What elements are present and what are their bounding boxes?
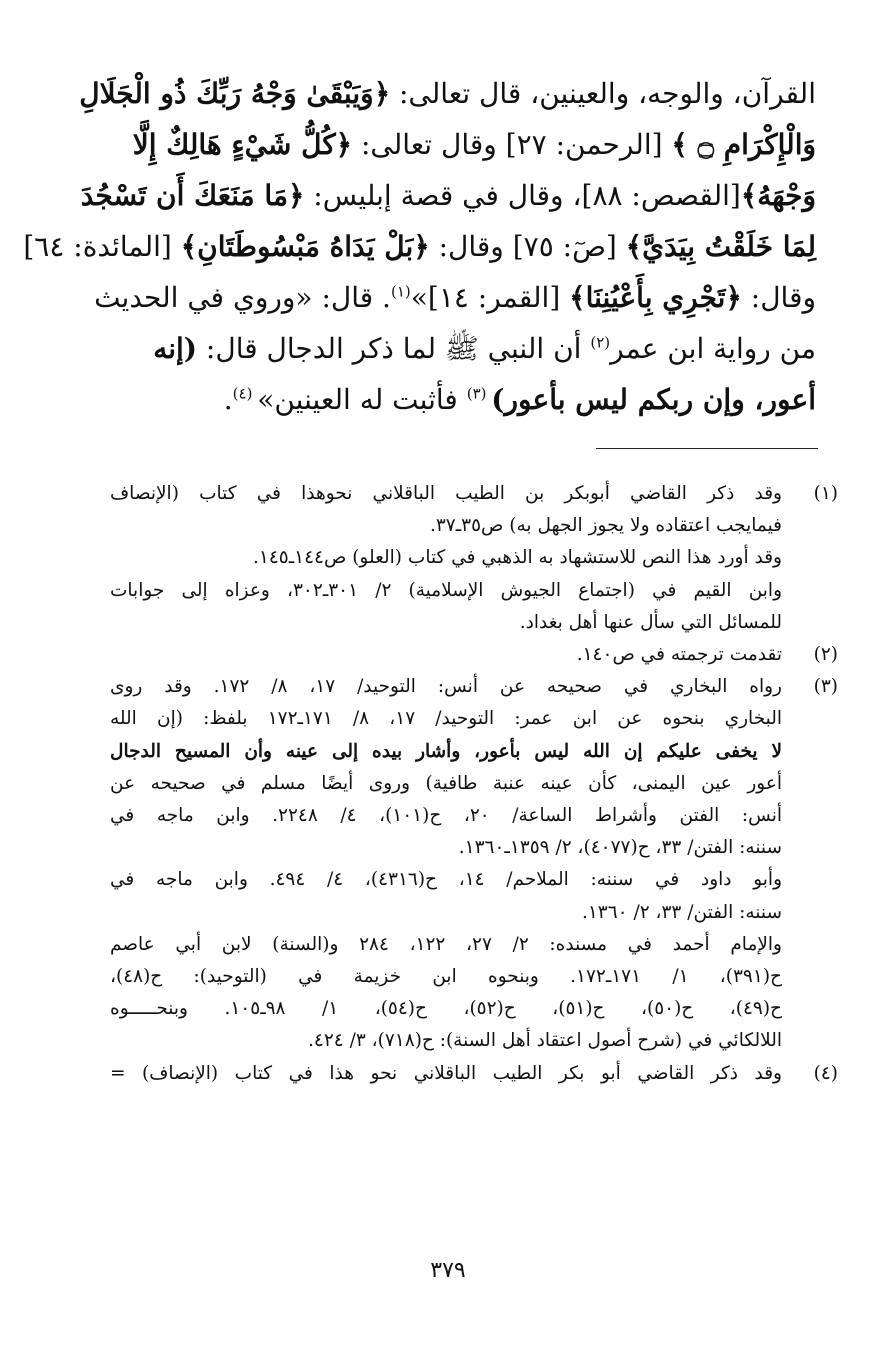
main-line: القرآن، والوجه، والعينين، قال تعالى: ﴿وَيَبْقَىٰ وَجْهُ رَبِّكَ ذُو الْجَلَالِ bbox=[79, 77, 816, 110]
quran-verse: لِمَا خَلَقْتُ بِيَدَيَّ﴾ bbox=[625, 230, 816, 263]
quran-verse: وَالْإِكْرَامِ ۝ ﴾ bbox=[671, 128, 816, 161]
footnote-number: (٣) bbox=[813, 676, 838, 698]
footnote-number: (٤) bbox=[813, 1062, 838, 1084]
footnote-body: وقد ذكر القاضي أبو بكر الطيب الباقلاني نحو هذا في كتاب (الإنصاف) = bbox=[110, 1062, 782, 1084]
quran-verse: ﴿وَيَبْقَىٰ وَجْهُ رَبِّكَ ذُو الْجَلَالِ bbox=[79, 77, 391, 110]
main-line: وَجْهَهُ﴾[القصص: ٨٨]، وقال في قصة إبليس: ﴿مَا مَنَعَكَ أَن تَسْجُدَ bbox=[80, 179, 816, 212]
page-number: ٣٧٩ bbox=[430, 1258, 466, 1283]
footnote-separator bbox=[596, 448, 818, 449]
main-line: وقال: ﴿تَجْرِي بِأَعْيُنِنَا﴾ [القمر: ١٤]»$^{(١)}$. قال: «وروي في الحديث bbox=[94, 281, 816, 314]
main-line: لِمَا خَلَقْتُ بِيَدَيَّ﴾ [صٓ: ٧٥] وقال: ﴿بَلْ يَدَاهُ مَبْسُوطَتَانِ﴾ [المائدة: ٦٤] bbox=[23, 230, 816, 263]
footnote-body: رواه البخاري في صحيحه عن أنس: التوحيد/ ١٧، ٨/ ١٧٢. وقد روى البخاري بنحوه عن ابن عمر: التوحيد/ ١٧، ٨/ ١٧١ـ١٧٢ بلفظ: (إن الله لا يخفى عليكم إن الله ليس بأعور، وأشار بيده إلى عينه وأن المسيح الدجال أعور عين اليمنى، كأن عينه عنبة طافية) وروى أيضًا مسلم في صحيحه عن أنس: الفتن وأشراط الساعة/ ٢٠، ح(١٠١)، ٤/ ٢٢٤٨. وابن ماجه في سننه: الفتن/ ٣٣، ح(٤٠٧٧)، ٢/ ١٣٥٩ـ١٣٦٠. وأبو داود في سننه: الملاحم/ ١٤، ح(٤٣١٦)، ٤/ ٤٩٤. وابن ماجه في سننه: الفتن/ ٣٣، ٢/ ١٣٦٠. والإمام أحمد في مسنده: ٢/ ٢٧، ١٢٢، ٢٨٤ و(السنة) لابن أبي عاصم ح(٣٩١)، ١/ ١٧١ـ١٧٢. وبنحوه ابن خزيمة في (التوحيد): ح(٤٨)، ح(٤٩)، ح(٥٠)، ح(٥١)، ح(٥٢)، ح(٥٤)، ١/ ٩٨ـ١٠٥. وبنحـــــوه اللالكائي في (شرح أصول اعتقاد أهل السنة): ح(٧١٨)، ٣/ ٤٢٤. bbox=[110, 676, 783, 1052]
footnote-body: وقد ذكر القاضي أبوبكر بن الطيب الباقلاني نحوهذا في كتاب (الإنصاف فيمايجب اعتقاده ولا يجوز الجهل به) ص٣٥ـ٣٧. وقد أورد هذا النص للاستشهاد به الذهبي في كتاب (العلو) ص١٤٤ـ١٤٥. وابن القيم في (اجتماع الجيوش الإسلامية) ٢/ ٣٠١ـ٣٠٢، وعزاه إلى جوابات للمسائل التي سأل عنها أهل بغداد. bbox=[110, 483, 782, 633]
footnote-3 bbox=[110, 671, 838, 1057]
footnote-body: تقدمت ترجمته في ص١٤٠. bbox=[576, 644, 782, 666]
footnote-4 bbox=[110, 1058, 838, 1090]
quran-verse: ﴿بَلْ يَدَاهُ مَبْسُوطَتَانِ﴾ bbox=[180, 230, 430, 263]
hadith-quote: (إنه bbox=[153, 332, 198, 365]
footnote-ref[interactable]: (١) bbox=[390, 282, 411, 301]
footnote-1 bbox=[110, 478, 838, 639]
footnote-2 bbox=[110, 639, 838, 671]
footnote-ref[interactable]: (٤) bbox=[232, 384, 258, 403]
main-line: وَالْإِكْرَامِ ۝ ﴾ [الرحمن: ٢٧] وقال تعالى: ﴿كُلُّ شَيْءٍ هَالِكٌ إِلَّا bbox=[132, 128, 816, 161]
quran-verse: ﴿كُلُّ شَيْءٍ هَالِكٌ إِلَّا bbox=[132, 128, 353, 161]
hadith-quote: أعور، وإن ربكم ليس بأعور) bbox=[491, 383, 816, 416]
main-text bbox=[23, 68, 816, 425]
footnotes bbox=[110, 478, 838, 1090]
quran-verse: ﴿تَجْرِي بِأَعْيُنِنَا﴾ bbox=[569, 281, 742, 314]
main-line: أعور، وإن ربكم ليس بأعور) $^{(٣)}$ فأثبت له العينين» $^{(٤)}$. bbox=[223, 383, 816, 416]
footnote-number: (٢) bbox=[813, 644, 838, 666]
footnote-ref[interactable]: (٣) bbox=[466, 384, 492, 403]
quran-verse: وَجْهَهُ﴾ bbox=[740, 179, 816, 212]
quran-verse: ﴿مَا مَنَعَكَ أَن تَسْجُدَ bbox=[80, 179, 305, 212]
footnote-number: (١) bbox=[813, 483, 838, 504]
main-line: من رواية ابن عمر$^{(٢)}$ أن النبي ﷺ لما ذكر الدجال قال: (إنه bbox=[153, 332, 816, 365]
footnote-ref[interactable]: (٢) bbox=[590, 333, 611, 352]
